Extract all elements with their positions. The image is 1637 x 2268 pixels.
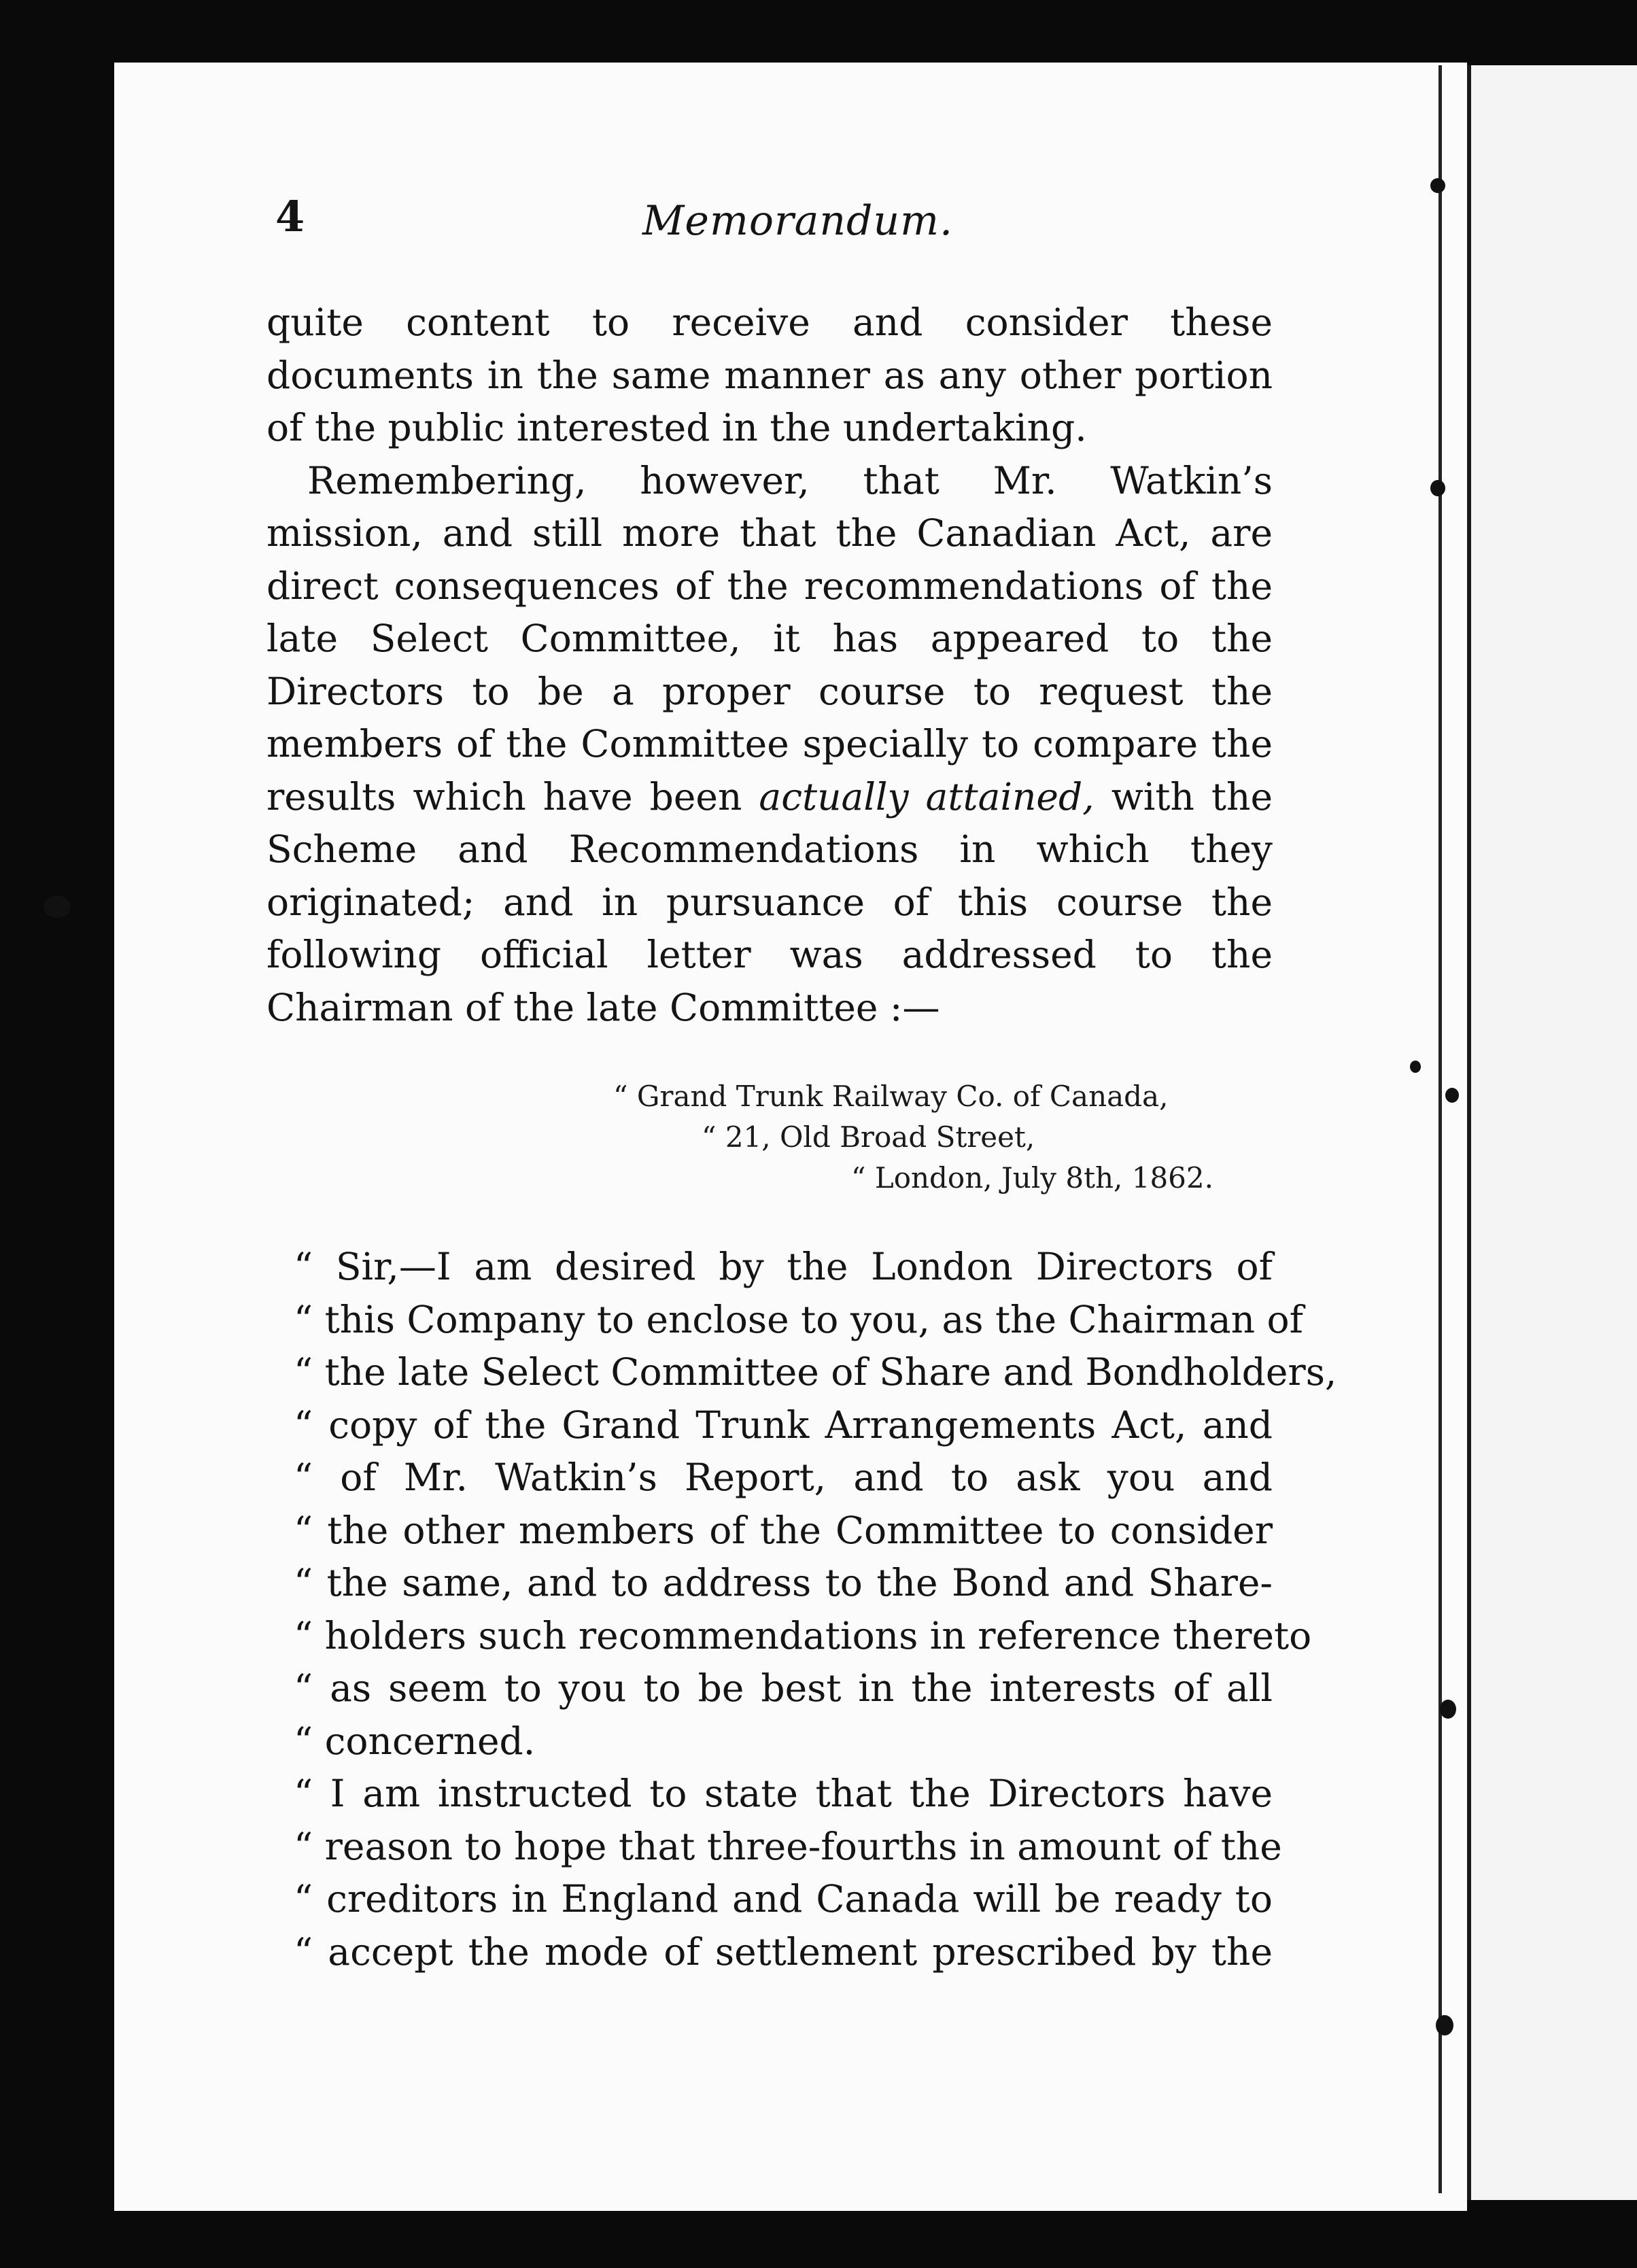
binding-mark — [1430, 178, 1445, 193]
letter-line: “ holders such recommendations in reference thereto — [294, 1613, 1312, 1657]
facing-page-edge — [1467, 65, 1637, 2200]
dust-speck — [44, 896, 71, 918]
binding-mark — [1430, 480, 1445, 496]
address-line: “ London, July 8th, 1862. — [851, 1161, 1213, 1195]
letter-line: “ I am instructed to state that the Directors have — [294, 1772, 1273, 1815]
address-line: “ Grand Trunk Railway Co. of Canada, — [613, 1080, 1169, 1113]
emphasis-text: actually attained, — [759, 774, 1095, 819]
letter-line: “ reason to hope that three-fourths in amount of the — [294, 1824, 1282, 1868]
binding-line — [1438, 65, 1442, 2193]
letter-paragraph — [266, 1768, 1282, 1978]
paragraph-remembering — [266, 455, 1273, 1035]
letter-line: “ as seem to you to be best in the interests of all — [294, 1666, 1273, 1710]
body-text — [266, 296, 1337, 1978]
letter-line: “ the late Select Committee of Share and Bondholders, — [294, 1350, 1337, 1394]
letter-paragraph — [266, 1241, 1337, 1768]
letter-line: “ the other members of the Committee to consider — [294, 1508, 1273, 1552]
letter-line: “ Sir,—I am desired by the London Directors of — [294, 1245, 1273, 1288]
running-head: Memorandum. — [642, 197, 954, 245]
letter-line: “ creditors in England and Canada will be ready to — [294, 1877, 1273, 1921]
letter-line: “ this Company to enclose to you, as the Chairman of — [294, 1297, 1303, 1341]
letter-body — [266, 1241, 1337, 1978]
letter-line: “ accept the mode of settlement prescribed by the — [294, 1929, 1273, 1974]
letter-line: “ copy of the Grand Trunk Arrangements Act, and — [294, 1403, 1273, 1447]
letter-line: “ of Mr. Watkin’s Report, and to ask you and — [294, 1456, 1273, 1499]
binding-mark — [1445, 1088, 1459, 1103]
page-number: 4 — [275, 192, 305, 241]
binding-mark — [1436, 2015, 1453, 2035]
page-header — [275, 192, 1275, 267]
binding-mark — [1440, 1700, 1456, 1719]
letter-line: “ concerned. — [294, 1719, 536, 1763]
letter-address — [266, 1076, 1273, 1199]
paragraph-continued: quite content to receive and consider these documents in the same manner as any other portion of the public interested in the undertaking. — [266, 300, 1273, 449]
paragraph-text: with the Scheme and Recommendations in which they originated; and in pursuance of this course the following official letter was addressed to the Chairman of the late Committee :— — [266, 774, 1273, 1029]
address-line: “ 21, Old Broad Street, — [702, 1120, 1035, 1154]
paragraph-text: Remembering, however, that Mr. Watkin’s mission, and still more that the Canadian Act, are direct consequences of the recommendations of the late Select Committee, it has appeared to the Directors to be a proper course to request the members of the Committee specially to compare the results which have been — [266, 458, 1273, 819]
letter-line: “ the same, and to address to the Bond and Share- — [294, 1561, 1273, 1604]
binding-mark — [1410, 1061, 1421, 1073]
